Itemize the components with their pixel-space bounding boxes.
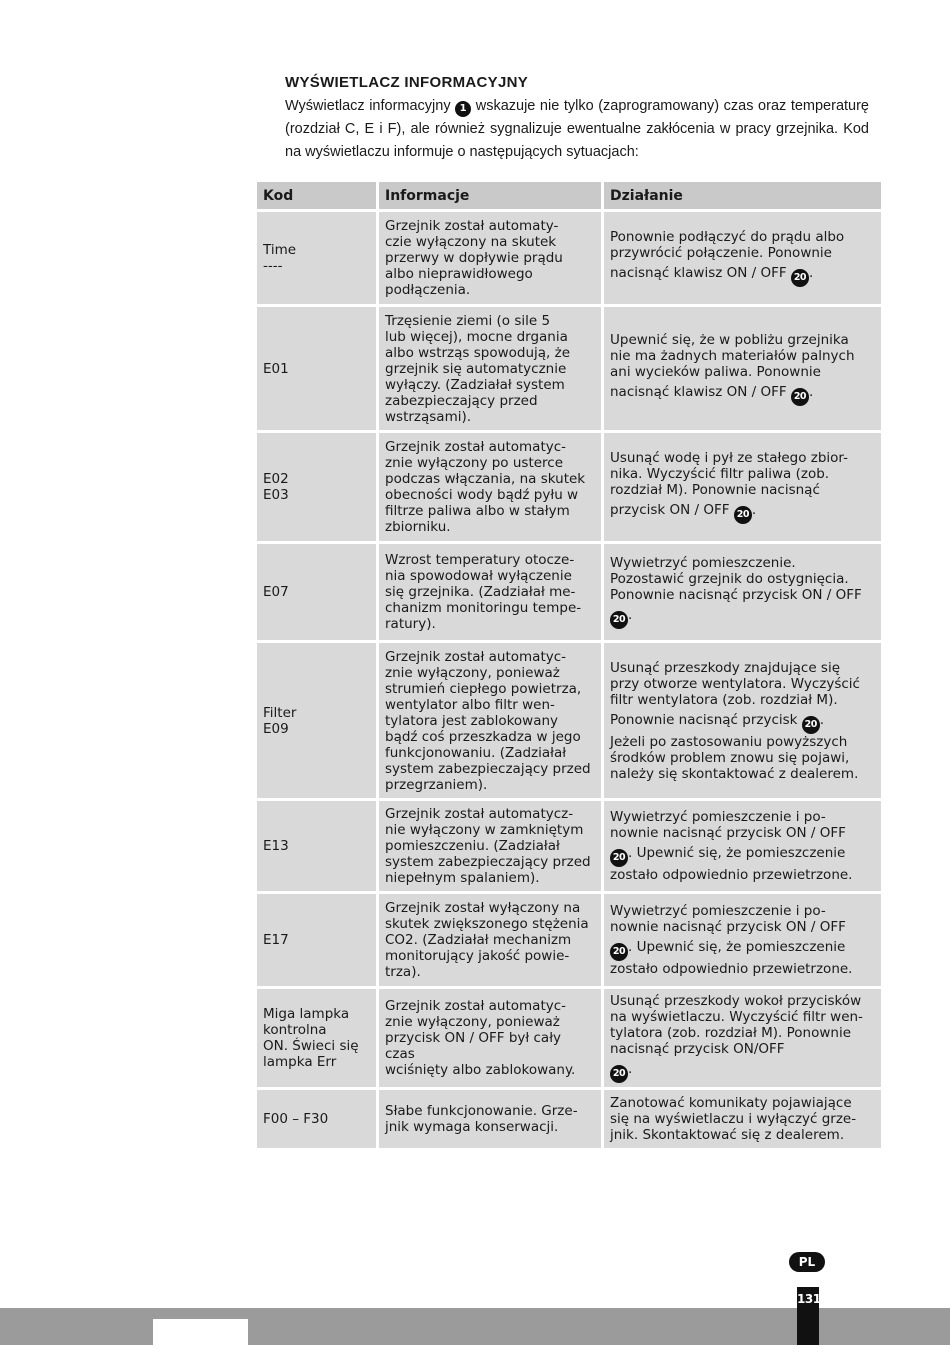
table-row — [257, 433, 881, 541]
table-row — [257, 894, 881, 986]
intro-paragraph — [285, 95, 869, 164]
action-text: Ponownie podłączyć do prądu albo przywrócić połączenie. Ponownie — [610, 229, 845, 261]
error-code-table — [254, 179, 884, 1151]
table-row — [257, 307, 881, 430]
button-reference-icon: 20 — [610, 611, 628, 629]
action-text: nacisnąć klawisz ON / OFF — [610, 265, 791, 281]
info-cell: Słabe funkcjonowanie. Grze- jnik wymaga konserwacji. — [379, 1090, 601, 1148]
action-cell — [604, 801, 881, 891]
footer-box — [153, 1319, 248, 1345]
header-informacje: Informacje — [379, 182, 601, 209]
info-cell: Grzejnik został automatyc- znie wyłączony, ponieważ strumień ciepłego powietrza, wentylator albo filtr wen- tylatora jest zablokowany bądź coś przeszkadza w jego funkcjonowaniu. (Zadziałał system zabezpieczający przed przegrzaniem). — [379, 643, 601, 798]
action-cell — [604, 433, 881, 541]
button-reference-icon: 20 — [610, 943, 628, 961]
action-text: Usunąć wodę i pył ze stałego zbior- nika. Wyczyścić filtr paliwa (zob. rozdział M). Ponownie nacisnąć — [610, 450, 848, 498]
code-cell: Filter E09 — [257, 643, 376, 798]
action-paragraph — [610, 993, 875, 1057]
action-cell — [604, 544, 881, 640]
action-text-after: . — [751, 502, 757, 518]
info-cell: Wzrost temperatury otocze- nia spowodował wyłączenie się grzejnika. (Zadziałał me- chanizm monitoringu tempe- ratury). — [379, 544, 601, 640]
action-paragraph — [610, 939, 875, 977]
action-text-after: . — [628, 1061, 633, 1077]
code-cell: F00 – F30 — [257, 1090, 376, 1148]
info-cell: Grzejnik został automaty- czie wyłączony na skutek przerwy w dopływie prądu albo nieprawidłowego podłączenia. — [379, 212, 601, 304]
info-cell: Trzęsienie ziemi (o sile 5 lub więcej), mocne drgania albo wstrząs spowodują, że grzejnik się automatycznie wyłączy. (Zadziałał system zabezpieczający przed wstrząsami). — [379, 307, 601, 430]
action-text: Zanotować komunikaty pojawiające się na wyświetlaczu i wyłączyć grze- jnik. Skontaktować się z dealerem. — [610, 1095, 857, 1143]
page-number: 131 — [797, 1292, 821, 1306]
language-badge: PL — [789, 1252, 825, 1272]
action-text-after: . — [628, 607, 633, 623]
code-cell: Time ---- — [257, 212, 376, 304]
action-paragraph — [610, 1061, 875, 1083]
table-row — [257, 1090, 881, 1148]
action-text: Upewnić się, że w pobliżu grzejnika nie ma żadnych materiałów palnych ani wycieków paliwa. Ponownie — [610, 331, 855, 380]
button-reference-icon: 20 — [802, 716, 820, 734]
action-text: Usunąć przeszkody wokoł przycisków na wyświetlaczu. Wyczyścić filtr wen- tylatora (zob. rozdział M). Ponownie nacisnąć przycisk ON/OFF — [610, 993, 863, 1057]
table-body — [257, 212, 881, 1148]
action-paragraph — [610, 450, 875, 498]
action-text: Ponownie nacisnąć przycisk — [610, 711, 802, 728]
action-text: Wywietrzyć pomieszczenie i po- nownie nacisnąć przycisk ON / OFF — [610, 809, 846, 841]
action-cell — [604, 1090, 881, 1148]
action-paragraph — [610, 712, 875, 782]
table-row — [257, 643, 881, 798]
table-row — [257, 544, 881, 640]
action-paragraph — [610, 502, 875, 524]
action-text: Wywietrzyć pomieszczenie. Pozostawić grzejnik do ostygnięcia. Ponownie nacisnąć przycisk ON / OFF — [610, 555, 862, 603]
action-cell — [604, 989, 881, 1087]
button-reference-icon: 20 — [791, 388, 809, 406]
button-reference-icon: 20 — [791, 269, 809, 287]
action-paragraph — [610, 903, 875, 935]
intro-text-start: Wyświetlacz informacyjny — [285, 98, 456, 114]
code-cell: E01 — [257, 307, 376, 430]
action-cell — [604, 307, 881, 430]
action-text: Wywietrzyć pomieszczenie i po- nownie nacisnąć przycisk ON / OFF — [610, 903, 846, 935]
code-cell: Miga lampka kontrolna ON. Świeci się lampka Err — [257, 989, 376, 1087]
action-text-after: . Upewnić się, że pomieszczenie zostało odpowiednio przewietrzone. — [610, 845, 853, 883]
action-text-after: . Upewnić się, że pomieszczenie zostało odpowiednio przewietrzone. — [610, 939, 853, 977]
action-paragraph — [610, 555, 875, 603]
info-cell: Grzejnik został automatyc- znie wyłączony, ponieważ przycisk ON / OFF był cały czas wciśnięty albo zablokowany. — [379, 989, 601, 1087]
code-cell: E07 — [257, 544, 376, 640]
action-paragraph — [610, 809, 875, 841]
code-cell: E02 E03 — [257, 433, 376, 541]
table-row — [257, 801, 881, 891]
info-cell: Grzejnik został automatyc- znie wyłączony po usterce podczas włączania, na skutek obecności wody bądź pyłu w filtrze paliwa albo w stałym zbiorniku. — [379, 433, 601, 541]
button-reference-icon: 20 — [734, 506, 752, 524]
table-row — [257, 212, 881, 304]
action-cell — [604, 894, 881, 986]
action-text-after: . — [808, 265, 814, 281]
table-header-row — [257, 182, 881, 209]
table-row — [257, 989, 881, 1087]
code-cell: E17 — [257, 894, 376, 986]
action-paragraph — [610, 1095, 875, 1143]
action-paragraph — [610, 607, 875, 629]
action-paragraph — [610, 229, 875, 261]
action-paragraph — [610, 660, 875, 708]
info-cell: Grzejnik został automatycz- nie wyłączony w zamkniętym pomieszczeniu. (Zadziałał system zabezpieczający przed niepełnym spalaniem). — [379, 801, 601, 891]
button-reference-icon: 20 — [610, 849, 628, 867]
info-cell: Grzejnik został wyłączony na skutek zwiększonego stężenia CO2. (Zadziałał mechanizm monitorujący jakość powie- trza). — [379, 894, 601, 986]
page-title: WYŚWIETLACZ INFORMACYJNY — [285, 74, 529, 91]
intro-text-rest: wskazuje nie tylko (zaprogramowany) czas oraz temperaturę (rozdział C, E i F), ale również sygnalizuje ewentualne zakłócenia w pracy grzejnika. Kod na wyświetlaczu informuje o następujących sytuacjach: — [285, 98, 870, 160]
header-dzialanie: Działanie — [604, 182, 881, 209]
action-paragraph — [610, 332, 875, 380]
action-paragraph — [610, 384, 875, 406]
action-paragraph — [610, 845, 875, 883]
code-cell: E13 — [257, 801, 376, 891]
action-text: nacisnąć klawisz ON / OFF — [610, 383, 791, 400]
action-cell — [604, 212, 881, 304]
action-text-after: . — [808, 383, 814, 400]
action-text-after: . Jeżeli po zastosowaniu powyższych środków problem znowu się pojawi, należy się skontaktować z dealerem. — [610, 711, 859, 782]
button-reference-icon: 20 — [610, 1065, 628, 1083]
action-cell — [604, 643, 881, 798]
action-text: Usunąć przeszkody znajdujące się przy otworze wentylatora. Wyczyścić filtr wentylatora (zob. rozdział M). — [610, 659, 860, 708]
action-text: przycisk ON / OFF — [610, 502, 734, 518]
header-kod: Kod — [257, 182, 376, 209]
action-paragraph — [610, 265, 875, 287]
display-marker-icon: 1 — [455, 101, 471, 117]
